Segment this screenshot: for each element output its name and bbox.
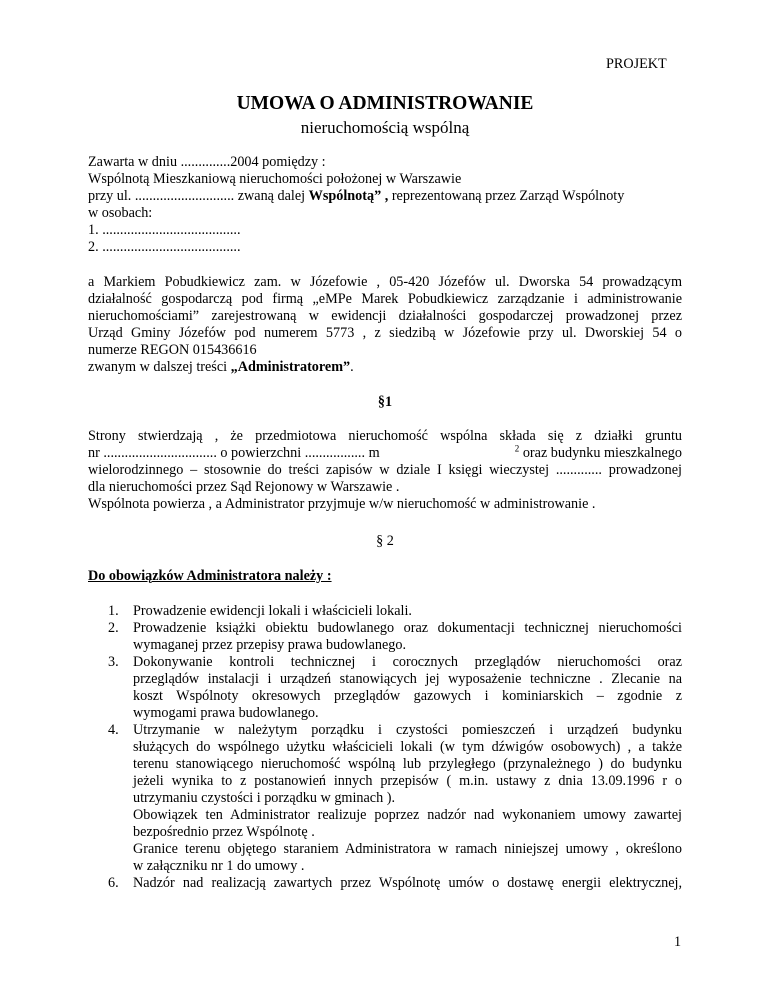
list-item-number: 3. (108, 654, 119, 670)
party-line: zwanym w dalszej treści „Administratorem”. (88, 359, 354, 375)
list-item-line: przeglądów instalacji i urządzeń stanowiących jej wyposażenie techniczne . Zlecanie na (133, 671, 682, 687)
list-item-line: w załączniku nr 1 do umowy . (133, 858, 305, 874)
list-item-line: koszt Wspólnoty okresowych przeglądów gazowych i kominiarskich – zgodnie z (133, 688, 682, 704)
list-item-line: wymaganej przez przepisy prawa budowlanego. (133, 637, 406, 653)
list-item-line: Prowadzenie książki obiektu budowlanego oraz dokumentacji technicznej nieruchomości (133, 620, 682, 636)
party-line: numerze REGON 015436616 (88, 342, 257, 358)
list-item-line: jeżeli wynika to z postanowień innych przepisów ( m.in. ustawy z dnia 13.09.1996 r o (133, 773, 682, 789)
intro-line: Zawarta w dniu ..............2004 pomiędzy : (88, 154, 326, 170)
list-item-line: Prowadzenie ewidencji lokali i właścicieli lokali. (133, 603, 412, 619)
list-item-line: służących do wspólnego użytku właścicieli lokali (w tym dźwigów osobowych) , a także (133, 739, 682, 755)
board-member-2: 2. ....................................... (88, 239, 241, 255)
community-term: Wspólnotą” , (308, 188, 389, 204)
project-label: PROJEKT (606, 56, 667, 72)
party-line: nieruchomościami” zarejestrowaną w ewidencji działalności gospodarczej prowadzonej przez (88, 308, 682, 324)
section-1-line: wielorodzinnego – stosownie do treści zapisów w dziale I księgi wieczystej ............. prowadzonej (88, 462, 682, 478)
party-line: działalność gospodarczą pod firmą „eMPe Marek Pobudkiewicz zarządzanie i administrowanie (88, 291, 682, 307)
page-number: 1 (674, 934, 682, 950)
section-1-line: Wspólnota powierza , a Administrator przyjmuje w/w nieruchomość w administrowanie . (88, 496, 596, 512)
list-item-line: Obowiązek ten Administrator realizuje poprzez nadzór nad wykonaniem umowy zawartej (133, 807, 682, 823)
section-1-line: Strony stwierdzają , że przedmiotowa nieruchomość wspólna składa się z działki gruntu (88, 428, 682, 444)
section-1-line: nr ................................ o powierzchni ................. m $^2$ oraz budynku mieszkalnego (88, 443, 682, 461)
document-subtitle: nieruchomością wspólną (300, 118, 470, 137)
document-title: UMOWA O ADMINISTROWANIE (236, 93, 534, 114)
list-item-number: 4. (108, 722, 119, 738)
list-item-line: wymogami prawa budowlanego. (133, 705, 319, 721)
intro-line: Wspólnotą Mieszkaniową nieruchomości położonej w Warszawie (88, 171, 462, 187)
list-item-number: 2. (108, 620, 119, 636)
section-2-heading: § 2 (376, 533, 394, 549)
list-item-line: utrzymaniu czystości i porządku w gminach ). (133, 790, 395, 806)
list-item-line: Granice terenu objętego staraniem Administratora w ramach niniejszej umowy , określono (133, 841, 682, 857)
intro-line: w osobach: (88, 205, 153, 221)
section-2-subheading: Do obowiązków Administratora należy : (88, 568, 332, 584)
board-member-1: 1. ....................................... (88, 222, 241, 238)
list-item-number: 1. (108, 603, 119, 619)
party-line: Urząd Gminy Józefów pod numerem 5773 , z siedzibą w Józefowie przy ul. Dworskiej 54 o (88, 325, 682, 341)
list-item-number: 6. (108, 875, 119, 891)
administrator-term: „Administratorem” (230, 359, 351, 375)
section-1-line: dla nieruchomości przez Sąd Rejonowy w Warszawie . (88, 479, 400, 495)
party-line: a Markiem Pobudkiewicz zam. w Józefowie , 05-420 Józefów ul. Dworska 54 prowadzącym (88, 274, 682, 290)
list-item-line: Dokonywanie kontroli technicznej i corocznych przeglądów nieruchomości oraz (133, 654, 682, 670)
list-item-line: terenu stanowiącego nieruchomość wspólną lub przyległego (przynależnego ) do budynku (133, 756, 682, 772)
list-item-line: bezpośrednio przez Wspólnotę . (133, 824, 315, 840)
intro-line: przy ul. ............................ zwaną dalej Wspólnotą” , reprezentowaną przez Zarząd Wspólnoty (88, 188, 625, 204)
list-item-line: Utrzymanie w należytym porządku i czystości pomieszczeń i urządzeń budynku (133, 722, 682, 738)
list-item-line: Nadzór nad realizacją zawartych przez Wspólnotę umów o dostawę energii elektrycznej, (133, 875, 682, 891)
section-1-heading: §1 (377, 394, 393, 410)
